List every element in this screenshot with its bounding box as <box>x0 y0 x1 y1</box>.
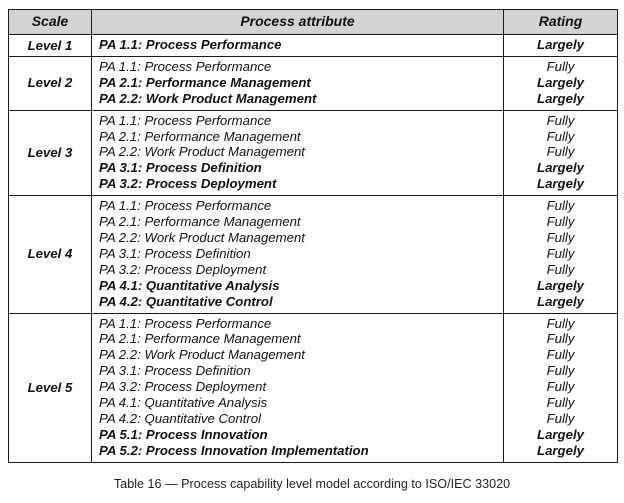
rating-value: Fully <box>546 315 575 331</box>
rating-value: Largely <box>537 277 584 293</box>
rating-value: Largely <box>537 160 584 176</box>
process-attribute-name: PA 2.2: Work Product Management <box>99 229 305 245</box>
process-attribute-name: PA 1.1: Process Performance <box>99 58 272 74</box>
capability-level-table <box>8 9 618 463</box>
level-label: Level 2 <box>9 56 92 110</box>
table-row <box>9 110 618 196</box>
rating-value: Fully <box>546 331 575 347</box>
process-attribute-name: PA 3.1: Process Definition <box>99 363 251 379</box>
rating-value: Fully <box>546 128 575 144</box>
rating-cell <box>504 35 618 57</box>
rating-value: Fully <box>546 58 575 74</box>
process-attribute-name: PA 1.1: Process Performance <box>99 37 282 52</box>
rating-value: Largely <box>537 74 584 90</box>
rating-value: Fully <box>546 144 575 160</box>
table-header-row <box>9 10 618 35</box>
rating-value: Fully <box>546 229 575 245</box>
process-attribute-name: PA 2.1: Performance Management <box>99 128 301 144</box>
process-attribute-name: PA 2.1: Performance Management <box>99 74 311 90</box>
process-attribute-name: PA 2.1: Performance Management <box>99 214 301 230</box>
process-attribute-name: PA 2.2: Work Product Management <box>99 144 305 160</box>
rating-value: Fully <box>546 410 575 426</box>
process-attribute-name: PA 4.2: Quantitative Control <box>99 410 261 426</box>
rating-cell <box>504 313 618 462</box>
process-attribute-name: PA 3.2: Process Deployment <box>99 379 267 395</box>
header-process-attribute: Process attribute <box>92 10 504 35</box>
table-row <box>9 313 618 462</box>
process-attribute-name: PA 1.1: Process Performance <box>99 315 272 331</box>
rating-value: Fully <box>546 363 575 379</box>
process-attribute-name: PA 4.1: Quantitative Analysis <box>99 395 268 411</box>
process-attribute-name: PA 4.2: Quantitative Control <box>99 293 273 309</box>
table-caption: Table 16 — Process capability level model according to ISO/IEC 33020 <box>113 477 511 491</box>
rating-value: Fully <box>546 347 575 363</box>
process-attribute-cell <box>92 110 504 196</box>
table-body <box>9 35 618 463</box>
process-attribute-name: PA 3.2: Process Deployment <box>99 176 277 192</box>
rating-value: Fully <box>546 112 575 128</box>
rating-value: Largely <box>537 176 584 192</box>
level-label: Level 1 <box>9 35 92 57</box>
rating-value: Fully <box>546 214 575 230</box>
process-attribute-name: PA 2.2: Work Product Management <box>99 90 317 106</box>
level-label: Level 4 <box>9 196 92 313</box>
process-attribute-name: PA 2.1: Performance Management <box>99 331 301 347</box>
process-attribute-name: PA 2.2: Work Product Management <box>99 347 305 363</box>
rating-value: Largely <box>537 442 584 458</box>
process-attribute-cell <box>92 35 504 57</box>
rating-value: Fully <box>546 198 575 214</box>
table-row <box>9 56 618 110</box>
rating-value: Largely <box>537 37 584 52</box>
header-rating: Rating <box>504 10 618 35</box>
process-attribute-name: PA 1.1: Process Performance <box>99 198 272 214</box>
process-attribute-name: PA 4.1: Quantitative Analysis <box>99 277 280 293</box>
process-attribute-name: PA 3.1: Process Definition <box>99 160 262 176</box>
process-attribute-name: PA 5.2: Process Innovation Implementation <box>99 442 369 458</box>
rating-value: Largely <box>537 426 584 442</box>
rating-value: Fully <box>546 379 575 395</box>
level-label: Level 3 <box>9 110 92 196</box>
header-scale: Scale <box>9 10 92 35</box>
process-attribute-name: PA 5.1: Process Innovation <box>99 426 268 442</box>
process-attribute-name: PA 3.2: Process Deployment <box>99 261 267 277</box>
rating-cell <box>504 196 618 313</box>
rating-value: Fully <box>546 395 575 411</box>
level-label: Level 5 <box>9 313 92 462</box>
rating-value: Fully <box>546 261 575 277</box>
process-attribute-cell <box>92 56 504 110</box>
process-attribute-name: PA 3.1: Process Definition <box>99 245 251 261</box>
process-attribute-cell <box>92 313 504 462</box>
table-row <box>9 196 618 313</box>
rating-cell <box>504 110 618 196</box>
capability-table-container <box>8 9 617 463</box>
process-attribute-cell <box>92 196 504 313</box>
rating-value: Largely <box>537 90 584 106</box>
table-row <box>9 35 618 57</box>
process-attribute-name: PA 1.1: Process Performance <box>99 112 272 128</box>
rating-value: Fully <box>546 245 575 261</box>
rating-cell <box>504 56 618 110</box>
rating-value: Largely <box>537 293 584 309</box>
